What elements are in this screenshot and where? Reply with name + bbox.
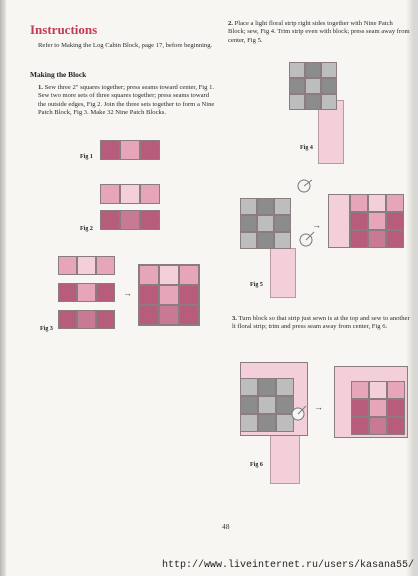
step-2-number: 2.: [228, 20, 233, 27]
step-1-text: Sew three 2" squares together; press seams toward center, Fig 1. Sew two more sets of three squares together; press seams toward the outside edges, Fig 2. Join the three sets together to form a Nine Patch Block, Fig 3. Make 32 Nine Patch Blocks.: [38, 84, 215, 117]
step-2-text: Place a light floral strip right sides together with Nine Patch Block; sew, Fig 4. Trim strip even with block; press seam away from center, Fig 5.: [228, 20, 410, 44]
scissors-icon: [300, 232, 314, 246]
step-3-text: Turn block so that strip just sewn is at the top and sew to another lt floral strip; trim and press seam away from center, Fig 6.: [232, 315, 410, 331]
scissors-icon: [292, 406, 306, 420]
fig-4-label: Fig 4: [300, 145, 313, 151]
page-number: 48: [222, 522, 230, 531]
instructions-heading: Instructions: [30, 22, 98, 37]
making-block-subheading: Making the Block: [30, 70, 87, 79]
fig-6-label: Fig 6: [250, 462, 263, 468]
watermark-url: http://www.liveinternet.ru/users/kasana55/: [162, 560, 415, 571]
fig-5-arrow: →: [312, 220, 321, 230]
fig-1-label: Fig 1: [80, 154, 93, 160]
step-3-number: 3.: [232, 315, 237, 322]
intro-paragraph: Refer to Making the Log Cabin Block, page 17, before beginning.: [38, 42, 213, 49]
fig-6-arrow: →: [314, 402, 323, 412]
fig-3-arrow: →: [123, 288, 132, 298]
fig-5-label: Fig 5: [250, 282, 263, 288]
fig-2-label: Fig 2: [80, 226, 93, 232]
scissors-icon: [298, 180, 312, 192]
fig-3-label: Fig 3: [40, 326, 53, 332]
step-1-number: 1.: [38, 84, 43, 91]
